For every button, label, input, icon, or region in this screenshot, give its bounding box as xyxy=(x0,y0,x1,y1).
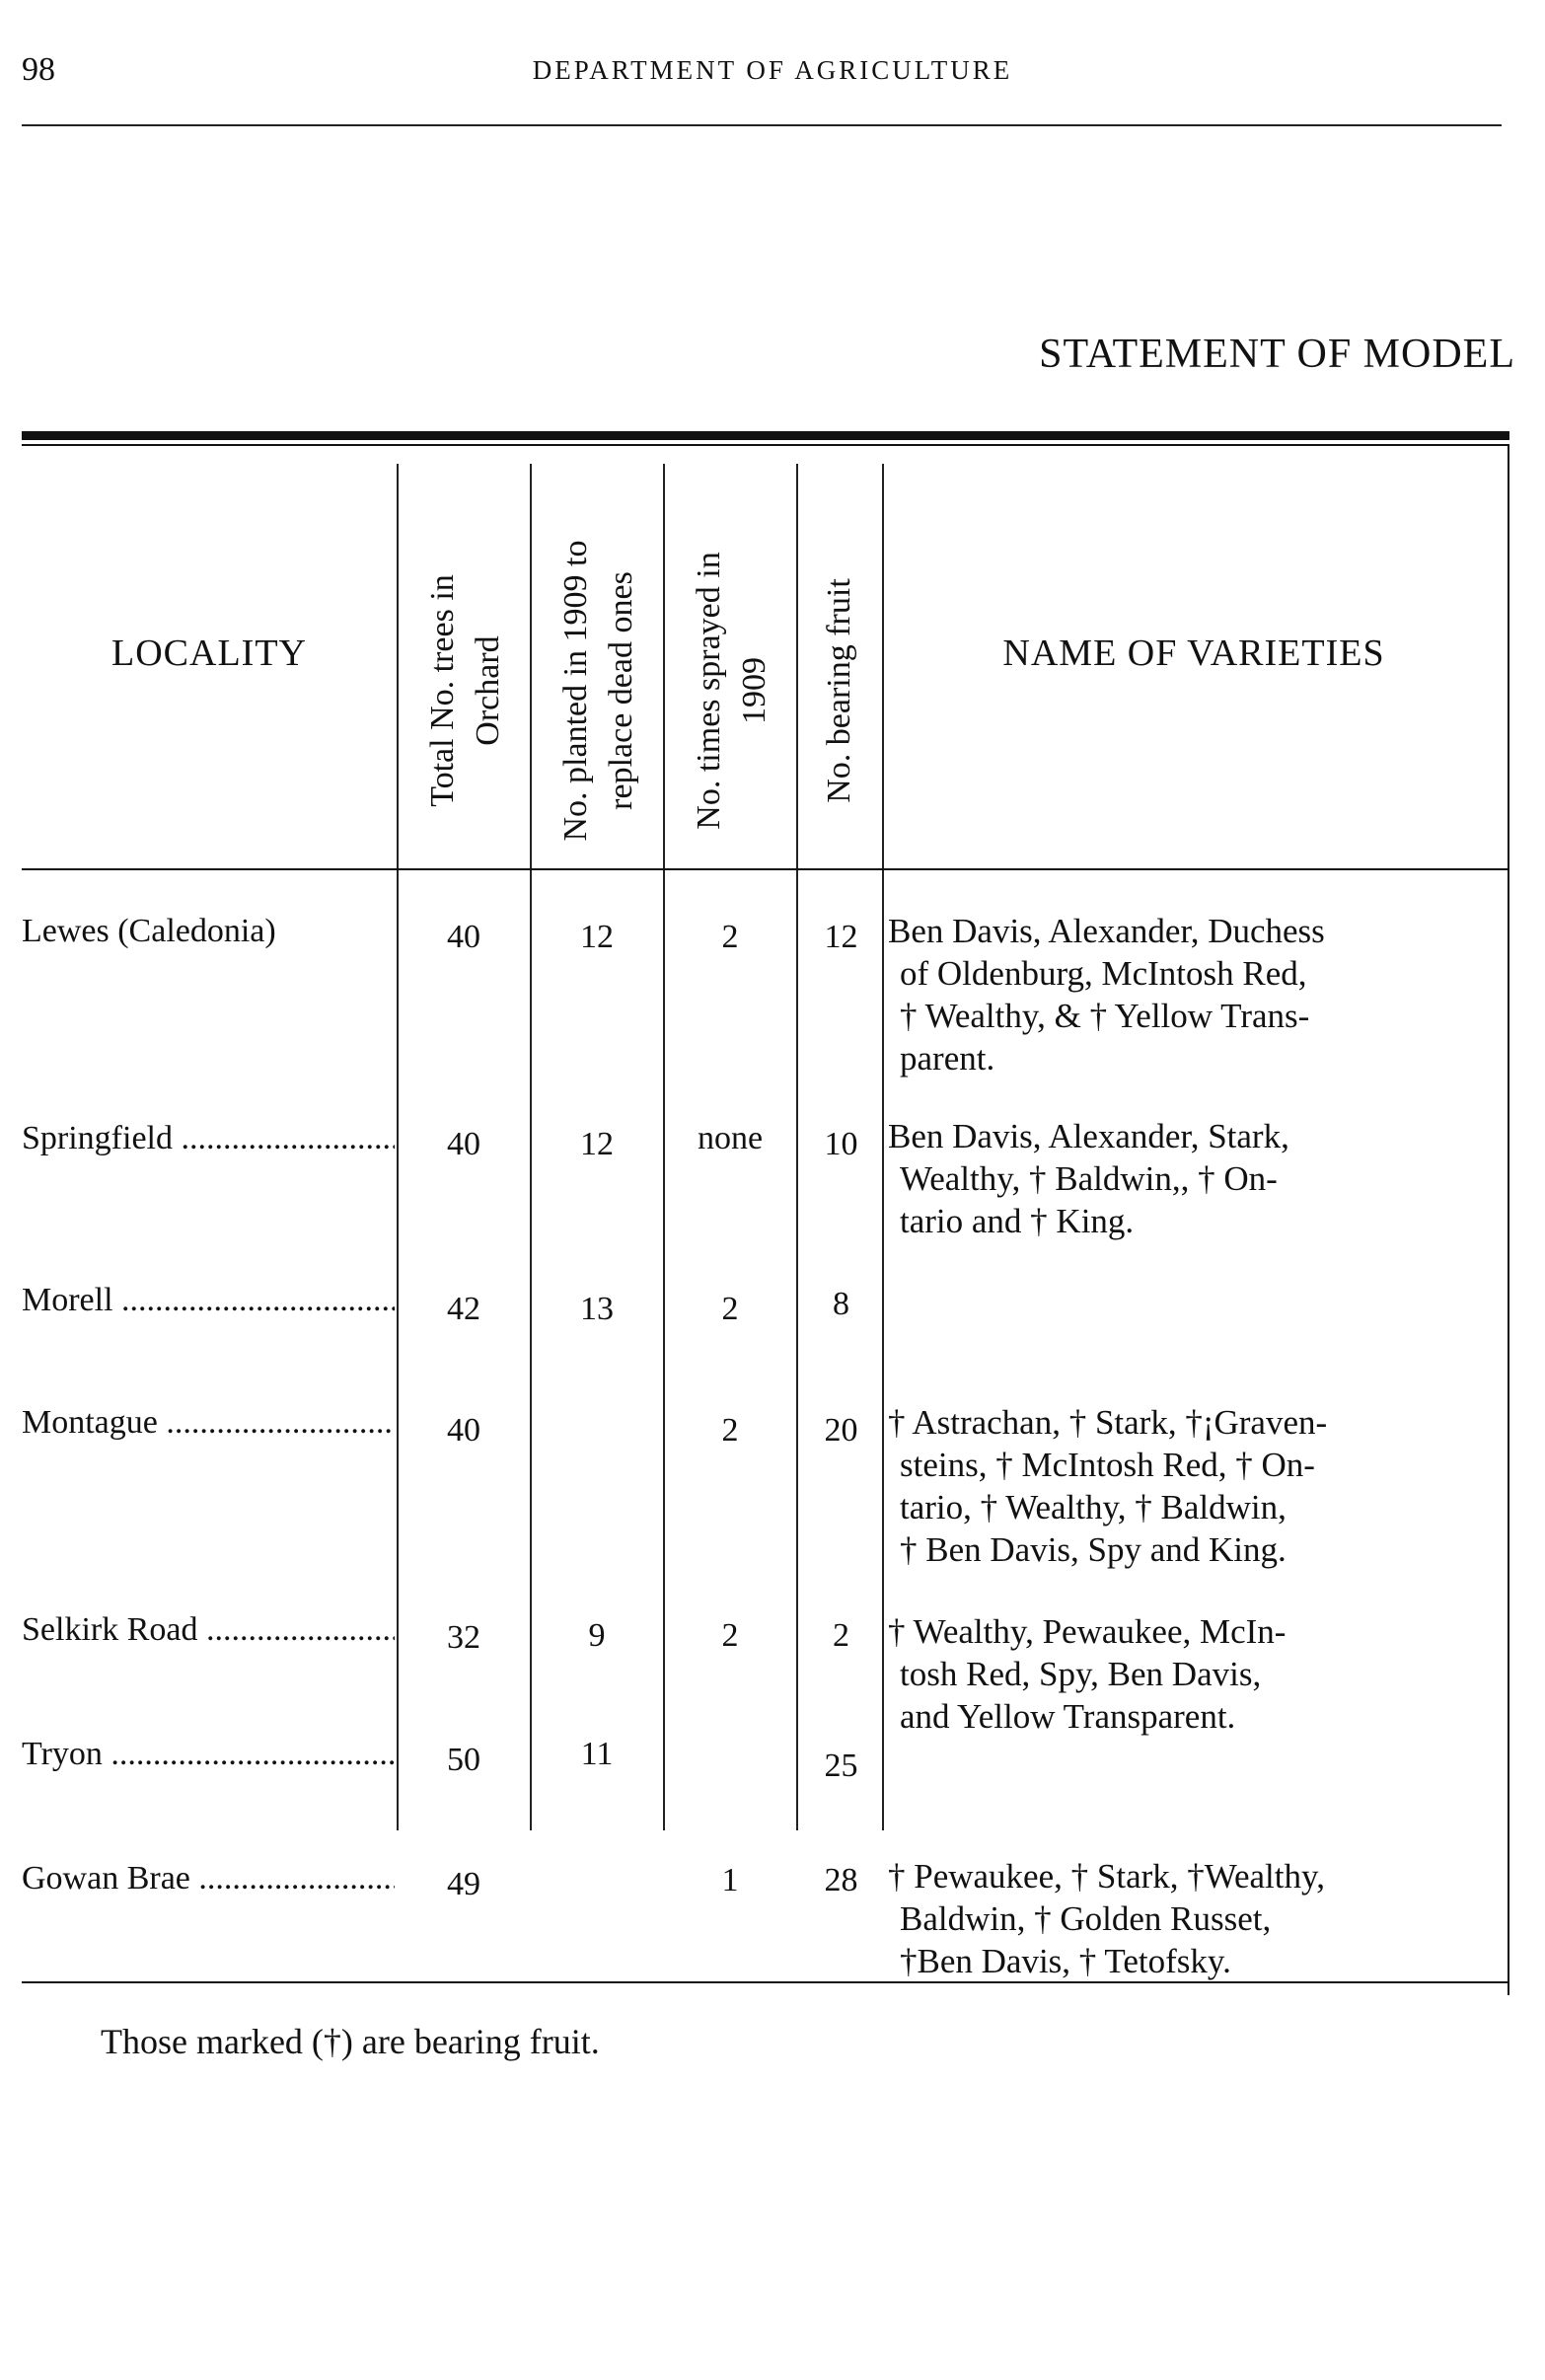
total-cell: 50 xyxy=(447,1742,480,1778)
sprayed-cell: none xyxy=(697,1120,764,1156)
bearing-cell: 25 xyxy=(824,1748,858,1784)
varieties-line: † Wealthy, Pewaukee, McIn- xyxy=(888,1612,1287,1651)
column-divider xyxy=(796,464,798,1830)
locality-cell: Morell ..... xyxy=(22,1279,395,1322)
varieties-line: † Wealthy, & † Yellow Trans- xyxy=(900,997,1310,1035)
total-cell: 40 xyxy=(447,1126,480,1162)
planted-cell: 9 xyxy=(588,1617,606,1654)
table-top-rule xyxy=(22,431,1509,440)
varieties-cell xyxy=(888,1401,1490,1571)
planted-cell: 12 xyxy=(580,1126,614,1162)
table-top-thin-rule xyxy=(22,444,1509,446)
section-title: STATEMENT OF MODEL xyxy=(1039,332,1515,377)
planted-header: No. planted in 1909 to replace dead ones xyxy=(557,540,639,842)
planted-cell: 13 xyxy=(580,1291,614,1327)
varieties-line: Ben Davis, Alexander, Duchess xyxy=(888,912,1325,950)
bearing-cell: 10 xyxy=(824,1126,858,1162)
bearing-cell: 2 xyxy=(833,1617,849,1654)
varieties-line: tosh Red, Spy, Ben Davis, xyxy=(900,1655,1262,1693)
total-cell: 40 xyxy=(447,1412,480,1449)
total-cell: 40 xyxy=(447,919,480,955)
sprayed-cell: 2 xyxy=(721,1291,739,1327)
bearing-cell: 12 xyxy=(824,919,858,955)
locality-cell: Lewes (Caledonia) xyxy=(22,913,276,949)
varieties-line: † Astrachan, † Stark, †¡Graven- xyxy=(888,1403,1328,1442)
varieties-line: † Ben Davis, Spy and King. xyxy=(900,1530,1287,1569)
header-rule xyxy=(22,124,1502,126)
varieties-line: tario and † King. xyxy=(900,1202,1135,1240)
table-bottom-rule xyxy=(22,1981,1509,1983)
sprayed-cell: 2 xyxy=(721,1412,739,1449)
column-divider xyxy=(397,464,399,1830)
column-divider xyxy=(530,464,532,1830)
sprayed-cell: 2 xyxy=(721,919,739,955)
planted-cell: 11 xyxy=(580,1736,614,1772)
varieties-line: Wealthy, † Baldwin,, † On- xyxy=(900,1159,1278,1198)
total-cell: 49 xyxy=(447,1866,480,1902)
varieties-cell xyxy=(888,910,1490,1079)
bearing-header: No. bearing fruit xyxy=(821,578,857,803)
planted-cell: 12 xyxy=(580,919,614,955)
varieties-line: Ben Davis, Alexander, Stark, xyxy=(888,1117,1289,1155)
bearing-cell: 8 xyxy=(833,1286,849,1322)
locality-header: LOCALITY xyxy=(111,632,307,674)
page-number: 98 xyxy=(22,51,55,88)
varieties-line: parent. xyxy=(900,1039,995,1078)
total-trees-header: Total No. trees in Orchard xyxy=(424,574,506,807)
varieties-line: Baldwin, † Golden Russet, xyxy=(900,1899,1272,1938)
bearing-cell: 20 xyxy=(824,1412,858,1449)
header-bottom-rule xyxy=(22,868,1509,870)
sprayed-cell: 1 xyxy=(721,1862,739,1898)
sprayed-cell: 2 xyxy=(721,1617,739,1654)
total-cell: 42 xyxy=(447,1291,480,1327)
running-head: DEPARTMENT OF AGRICULTURE xyxy=(532,55,1013,85)
locality-cell: Tryon ..... xyxy=(22,1733,395,1776)
varieties-cell xyxy=(888,1115,1490,1242)
table-right-edge xyxy=(1508,446,1509,1995)
varieties-line: and Yellow Transparent. xyxy=(900,1697,1236,1736)
locality-cell: Gowan Brae ..... xyxy=(22,1857,395,1900)
varieties-line: of Oldenburg, McIntosh Red, xyxy=(900,954,1307,993)
locality-cell: Selkirk Road ..... xyxy=(22,1608,395,1652)
footnote: Those marked (†) are bearing fruit. xyxy=(101,2022,600,2061)
varieties-cell xyxy=(888,1855,1490,1982)
locality-cell: Montague ..... xyxy=(22,1401,395,1445)
bearing-cell: 28 xyxy=(824,1862,858,1898)
varieties-line: † Pewaukee, † Stark, †Wealthy, xyxy=(888,1857,1325,1896)
varieties-line: †Ben Davis, † Tetofsky. xyxy=(900,1942,1231,1980)
total-cell: 32 xyxy=(447,1619,480,1656)
varieties-cell xyxy=(888,1610,1490,1738)
varieties-line: steins, † McIntosh Red, † On- xyxy=(900,1446,1315,1484)
locality-cell: Springfield ..... xyxy=(22,1117,395,1160)
sprayed-header: No. times sprayed in 1909 xyxy=(691,552,772,830)
column-divider xyxy=(663,464,665,1830)
varieties-line: tario, † Wealthy, † Baldwin, xyxy=(900,1488,1287,1526)
varieties-header: NAME OF VARIETIES xyxy=(1002,632,1385,674)
